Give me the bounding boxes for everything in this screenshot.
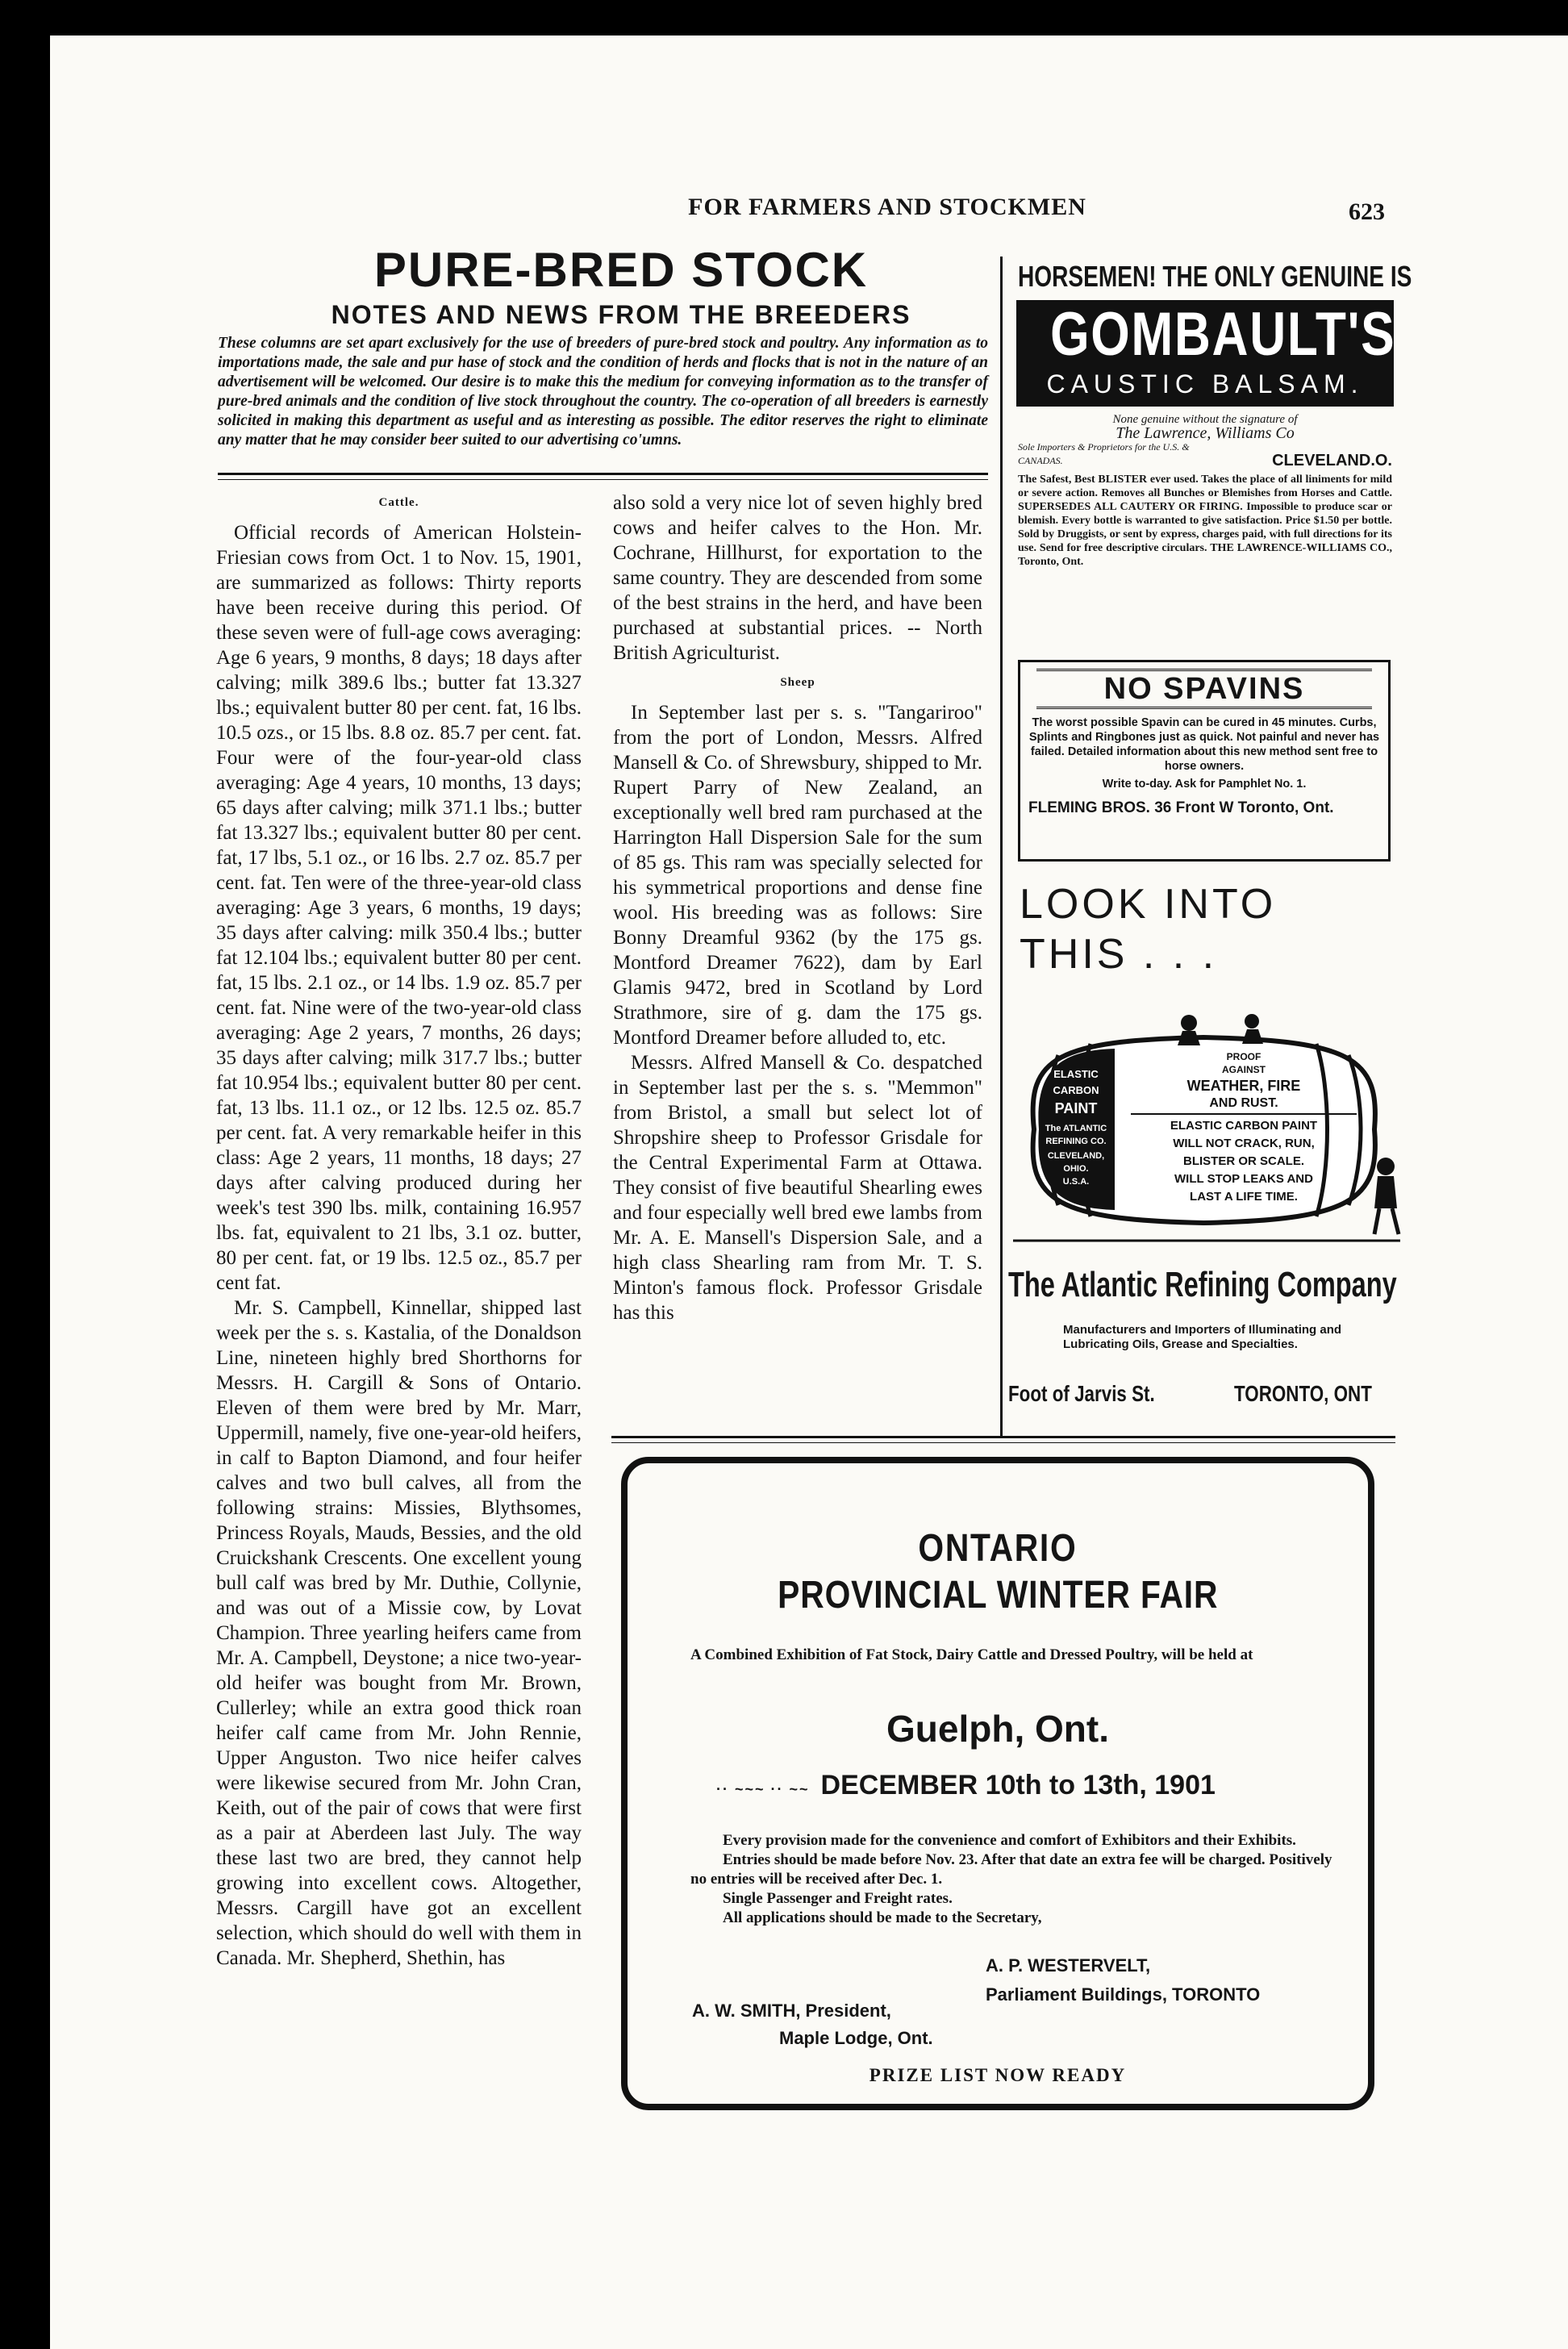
barrel-illustration [1010, 1008, 1403, 1250]
spavins-ad [1018, 660, 1391, 862]
atlantic-company: The Atlantic Refining Company [1008, 1265, 1397, 1304]
winter-fair-ad [621, 1457, 1374, 2110]
spavins-body: The worst possible Spavin can be cured in 45 minutes. Curbs, Splints and Ringbones just as quick. Not painful and never has failed. Detailed information about this new method sent free to horse owners. [1028, 716, 1380, 773]
atlantic-address-right: TORONTO, ONT [1234, 1381, 1372, 1406]
fair-title-line2-text: PROVINCIAL WINTER FAIR [777, 1574, 1219, 1617]
atlantic-look-line1: LOOK INTO [1020, 881, 1277, 928]
atlantic-look-line2: THIS . . . [1020, 931, 1218, 978]
barrel-label-left-line: The ATLANTIC [1045, 1124, 1107, 1133]
fair-combined: A Combined Exhibition of Fat Stock, Dairy Cattle and Dressed Poultry, will be held at [690, 1646, 1253, 1663]
atlantic-address-left: Foot of Jarvis St. [1008, 1381, 1155, 1406]
barrel-label-left-line: U.S.A. [1062, 1177, 1090, 1187]
ad-top-rule [611, 1436, 1395, 1438]
barrel-label-left-line: PAINT [1054, 1100, 1098, 1116]
barrel-label-right-line: BLISTER OR SCALE. [1182, 1154, 1305, 1168]
barrel-label-right-line: AND RUST. [1209, 1096, 1278, 1110]
fair-title-line1-text: ONTARIO [918, 1527, 1078, 1570]
article-intro: These columns are set apart exclusively for the use of breeders of pure-bred stock and poultry. Any information as to importations made, the sale and pur hase of stock and the condition of herds and flocks that is not in the nature of an advertisement will be welcomed. Our desire is to make this the medium for conveying information as to the transfer of pure-bred animals and the condition of live stock throughout the country. The co-operation of all breeders is earnestly solicited in making this department as useful and as interesting as possible. The editor reserves the right to eliminate any matter that he may consider beer suited to our advertising co'umns. [218, 335, 988, 449]
section-heading-sheep: Sheep [780, 676, 815, 689]
fair-provision: Single Passenger and Freight rates. [723, 1890, 953, 1907]
barrel-label-left-line: OHIO. [1063, 1164, 1089, 1174]
article-column-2 [613, 490, 982, 1410]
barrel-label-left-line: REFINING CO. [1045, 1137, 1107, 1146]
barrel-label-right-line: PROOF [1226, 1051, 1261, 1062]
gombault-signature: The Lawrence, Williams Co [1116, 424, 1295, 442]
ad-top-rule-thin [611, 1442, 1395, 1443]
fair-dates-line [716, 1770, 1297, 1801]
barrel-label-right-line: AGAINST [1222, 1064, 1266, 1075]
article-paragraph: In September last per s. s. "Tangariroo" from the port of London, Messrs. Alfred Mansell & Co. of Shrewsbury, shipped to Mr. Rupert Parry of New Zealand, an exceptionally well bred ram purchased at the Harrington Hall Dispersion Sale for the sum of 85 gs. This ram was specially selected for his symmetrical proportions and dense fine wool. His breeding was as follows: Sire Bonny Dreamful 9362 (by the 175 gs. Montford Dreamer 7622), dam by Earl Glamis 9472, bred in Scotland by Lord Strathmore, sire of g. dam the 175 gs. Montford Dreamer before alluded to, etc. [613, 702, 982, 1049]
fair-dates: DECEMBER 10th to 13th, 1901 [820, 1770, 1216, 1800]
scan-left-border [0, 0, 50, 2349]
article-title: PURE-BRED STOCK [373, 243, 869, 297]
fair-title-line2 [628, 1573, 1368, 1617]
spavins-cta: Write to-day. Ask for Pamphlet No. 1. [1102, 778, 1307, 791]
spavins-headline: NO SPAVINS [1036, 669, 1372, 709]
barrel-label-right-line: WEATHER, FIRE [1186, 1078, 1301, 1094]
fair-title-line1 [628, 1526, 1368, 1571]
running-title: FOR FARMERS AND STOCKMEN [688, 194, 1086, 220]
barrel-label-left-line: CLEVELAND, [1047, 1151, 1105, 1161]
fair-provisions [690, 1831, 1336, 1928]
article-column-1 [216, 490, 582, 2257]
intro-rule-thin [218, 479, 988, 480]
fair-provision: Every provision made for the convenience and comfort of Exhibitors and their Exhibits. [723, 1832, 1296, 1849]
atlantic-subtitle: Manufacturers and Importers of Illuminating and Lubricating Oils, Grease and Specialties. [1063, 1323, 1342, 1351]
gombault-body: The Safest, Best BLISTER ever used. Takes the place of all liniments for mild or severe action. Removes all Bunches or Blemishes from Horses and Cattle. SUPERSEDES ALL CAUTERY OR FIRING. Impossible to produce scar or blemish. Every bottle is warranted to give satisfaction. Price $1.50 per bottle. Sold by Druggists, or sent by express, charges paid, with full directions for its use. Send for free descriptive circulars. THE LAWRENCE-WILLIAMS CO., Toronto, Ont. [1018, 474, 1392, 568]
fair-secretary-address: Parliament Buildings, TORONTO [986, 1984, 1261, 2005]
gombault-banner [1016, 300, 1394, 407]
article-subtitle: NOTES AND NEWS FROM THE BREEDERS [331, 300, 911, 329]
barrel-label-right-line: WILL STOP LEAKS AND [1174, 1172, 1313, 1186]
article-paragraph: Messrs. Alfred Mansell & Co. despatched in September last per the s. s. "Memmon" from Bristol, a small but select lot of Shropshire sheep to Professor Grisdale for the Central Experimental Farm at Ottawa. They consist of five beautiful Shearling ewes and four especially well bred ewe lambs from Mr. A. E. Mansell's Dispersion Sale, and a high class Shearling ram from Mr. T. S. Minton's famous flock. Professor Grisdale has this [613, 1052, 982, 1324]
gombault-signature-note: None genuine without the signature of [1112, 413, 1298, 426]
fair-president-address: Maple Lodge, Ont. [779, 2028, 933, 2048]
gombault-importers: Sole Importers & Proprietors for the U.S. & CANADAS. [1018, 441, 1190, 466]
column-divider [1000, 257, 1003, 1436]
fair-provision: Entries should be made before Nov. 23. After that date an extra fee will be charged. Positively no entries will be received after Dec. 1. [690, 1851, 1332, 1888]
gombault-details [1018, 413, 1392, 569]
page-number: 623 [1349, 198, 1385, 225]
barrel-label-left-line: ELASTIC [1053, 1068, 1099, 1080]
atlantic-look [1020, 879, 1391, 979]
atlantic-address [1008, 1381, 1395, 1407]
fair-prize-list: PRIZE LIST NOW READY [869, 2065, 1127, 2085]
scan-top-border [0, 0, 1568, 35]
fair-president: A. W. SMITH, President, [692, 2001, 891, 2021]
fair-city: Guelph, Ont. [886, 1708, 1109, 1750]
barrel-label-right-line: ELASTIC CARBON PAINT [1170, 1119, 1318, 1133]
barrel-label-left-line: CARBON [1053, 1084, 1099, 1096]
fair-provision: All applications should be made to the Secretary, [723, 1909, 1042, 1926]
section-heading-cattle: Cattle. [378, 496, 419, 509]
gombault-product: CAUSTIC BALSAM. [1046, 369, 1364, 398]
gombault-headline: HORSEMEN! THE ONLY GENUINE IS [1018, 260, 1412, 293]
article-paragraph: Official records of American Holstein-Friesian cows from Oct. 1 to Nov. 15, 1901, are summarized as follows: Thirty reports have been receive during this period. Of these seven were of full-age cows averaging: Age 6 years, 9 months, 8 days; 18 days after calving; milk 389.6 lbs.; butter fat 13.327 lbs.; equivalent butter 80 per cent. fat, 16 lbs. 10.5 ozs., or 15 lbs. 8.8 oz. 85.7 per cent. fat. Four were of the four-year-old class averaging: Age 4 years, 10 months, 13 days; 65 days after calving; milk 371.1 lbs.; butter fat 13.327 lbs.; equivalent butter 80 per cent. fat, 17 lbs, 5.1 oz., or 16 lbs. 2.7 oz. 85.7 per cent. fat. Ten were of the three-year-old class averaging: Age 3 years, 6 months, 19 days; 35 days after calving: milk 350.4 lbs.; butter fat 12.104 lbs.; equivalent butter 80 per cent. fat, 15 lbs. 2.1 oz., or 14 lbs. 1.9 oz. 85.7 per cent. fat. Nine were of the two-year-old class averaging: Age 2 years, 7 months, 26 days; 35 days after calving; milk 317.7 lbs.; butter fat 10.954 lbs.; equivalent butter 80 per cent. fat, 13 lbs. 11.1 oz., or 12 lbs. 12.5 oz. 85.7 per cent. fat. A very remarkable heifer in this class: Age 2 years, 11 months, 18 days; 27 days after calving produced during her week's test 390 lbs. milk, containing 16.957 lbs. fat, equivalent to 21 lbs, 3.1 oz. butter, 80 per cent. fat, or 19 lbs. 12.5 oz., 85.7 per cent fat. [216, 522, 582, 1294]
barrel-label-right-line: LAST A LIFE TIME. [1190, 1190, 1298, 1204]
intro-rule [218, 473, 988, 475]
gombault-brand: GOMBAULT'S [1050, 300, 1396, 369]
article-paragraph-continued: also sold a very nice lot of seven highly bred cows and heifer calves to the Hon. Mr. Cochrane, Hillhurst, for exportation to the same country. They are descended from some of the best strains in the herd, and have been purchased at substantial prices. -- North British Agriculturist. [613, 492, 982, 664]
article-paragraph: Mr. S. Campbell, Kinnellar, shipped last week per the s. s. Kastalia, of the Donaldson Line, nineteen highly bred Shorthorns for Messrs. H. Cargill & Sons of Ontario. Eleven of them were bred by Mr. Marr, Uppermill, namely, five one-year-old heifers, in calf to Bapton Diamond, and four heifer calves and two bull calves, all from the following strains: Missies, Blythsomes, Princess Royals, Mauds, Bessies, and the old Cruickshank Crescents. One excellent young bull calf was bred by Mr. Duthie, Collynie, and was out of a Missie cow, by Lovat Champion. Three yearling heifers came from Mr. A. Campbell, Deystone; a nice two-year-old heifer was bought from Mr. Brown, Cullerley; while an extra good thick roan heifer calf came from Mr. John Rennie, Upper Anguston. Two nice heifer calves were likewise secured from Mr. John Cran, Keith, out of the pair of cows that were first as a pair at Aberdeen last July. The way these last two are bred, they cannot help growing into excellent cows. Altogether, Messrs. Cargill have got an excellent selection, which should do well with them in Canada. Mr. Shepherd, Shethin, has [216, 1297, 582, 1969]
fair-secretary: A. P. WESTERVELT, [986, 1955, 1151, 1976]
barrel-label-right-line: WILL NOT CRACK, RUN, [1173, 1137, 1315, 1150]
fair-ornament: ·· ~~~ ·· ~~ [716, 1781, 810, 1797]
gombault-city: CLEVELAND.O. [1272, 452, 1392, 469]
spavins-footer: FLEMING BROS. 36 Front W Toronto, Ont. [1028, 799, 1334, 816]
